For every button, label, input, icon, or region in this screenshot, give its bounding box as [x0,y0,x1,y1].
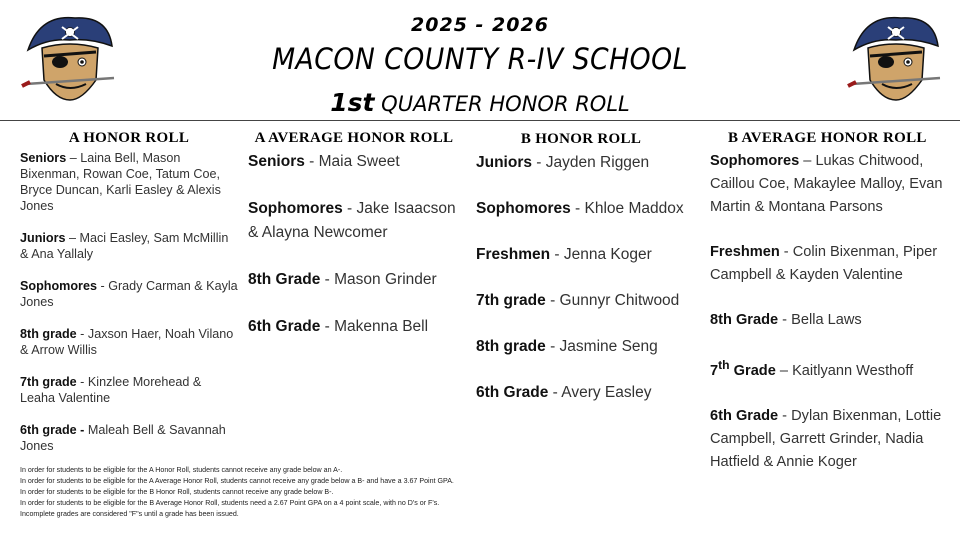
note-line: In order for students to be eligible for the B Honor Roll, students cannot receive any grade below B-. [20,488,334,496]
list-item: Freshmen - Colin Bixenman, Piper Campbell & Kayden Valentine [710,244,938,283]
list-item: 8th grade - Jasmine Seng [476,338,658,355]
a-honor-roll-column [20,130,238,470]
note-line: In order for students to be eligible for the A Honor Roll, students cannot receive any grade below an A-. [20,466,343,474]
list-item: 8th Grade - Bella Laws [710,312,862,328]
column-title: B HONOR ROLL [520,131,642,147]
b-average-honor-roll-column [710,130,950,496]
note-line: In order for students to be eligible for the B Average Honor Roll, students need a 2.67 Point GPA on a 4 point scale, with no D's or F's. [20,499,440,507]
list-item: Sophomores – Lukas Chitwood, Caillou Coe, Makaylee Malloy, Evan Martin & Montana Parsons [710,153,943,215]
header-divider [0,120,960,121]
quarter-number: 1st [330,88,375,117]
list-item: Seniors – Laina Bell, Mason Bixenman, Rowan Coe, Tatum Coe, Bryce Duncan, Karli Easley & Alexis Jones [20,151,221,213]
list-item: Juniors – Maci Easley, Sam McMillin & Ana Yallaly [20,231,229,261]
column-title: B AVERAGE HONOR ROLL [728,130,927,146]
school-name: MACON COUNTY R-IV SCHOOL [272,42,688,76]
list-item: 6th Grade - Avery Easley [476,384,652,401]
list-item: Sophomores - Jake Isaacson & Alayna Newcomer [248,200,456,241]
school-year: 2025 - 2026 [411,14,549,36]
column-title: A HONOR ROLL [68,130,190,146]
list-item: 7th grade - Kinzlee Morehead & Leaha Valentine [20,375,202,405]
note-line: Incomplete grades are considered "F"s until a grade has been issued. [20,510,239,518]
column-title: A AVERAGE HONOR ROLL [254,130,454,146]
subtitle-text: QUARTER HONOR ROLL [381,92,630,116]
list-item: Freshmen - Jenna Koger [476,246,652,263]
page-subtitle [0,88,960,117]
list-item: 8th grade - Jaxson Haer, Noah Vilano & Arrow Willis [20,327,234,357]
eligibility-notes [20,465,580,520]
list-item: 8th Grade - Mason Grinder [248,271,437,288]
a-average-honor-roll-column [248,130,460,362]
list-item: 7th grade - Gunnyr Chitwood [476,292,680,309]
list-item: Seniors - Maia Sweet [248,153,400,170]
list-item: 7th Grade – Kaitlyann Westhoff [710,358,914,379]
list-item: Sophomores - Khloe Maddox [476,200,684,217]
list-item: 6th Grade - Makenna Bell [248,318,429,335]
list-item: Sophomores - Grady Carman & Kayla Jones [20,279,238,309]
list-item: Juniors - Jayden Riggen [476,154,650,171]
list-item: 6th grade - Maleah Bell & Savannah Jones [20,423,226,453]
note-line: In order for students to be eligible for the A Average Honor Roll, students cannot receive any grade below a B- and have a 3.67 Point GPA. [20,477,454,485]
b-honor-roll-column [476,131,686,427]
list-item: 6th Grade - Dylan Bixenman, Lottie Campbell, Garrett Grinder, Nadia Hatfield & Annie Koger [710,407,942,470]
